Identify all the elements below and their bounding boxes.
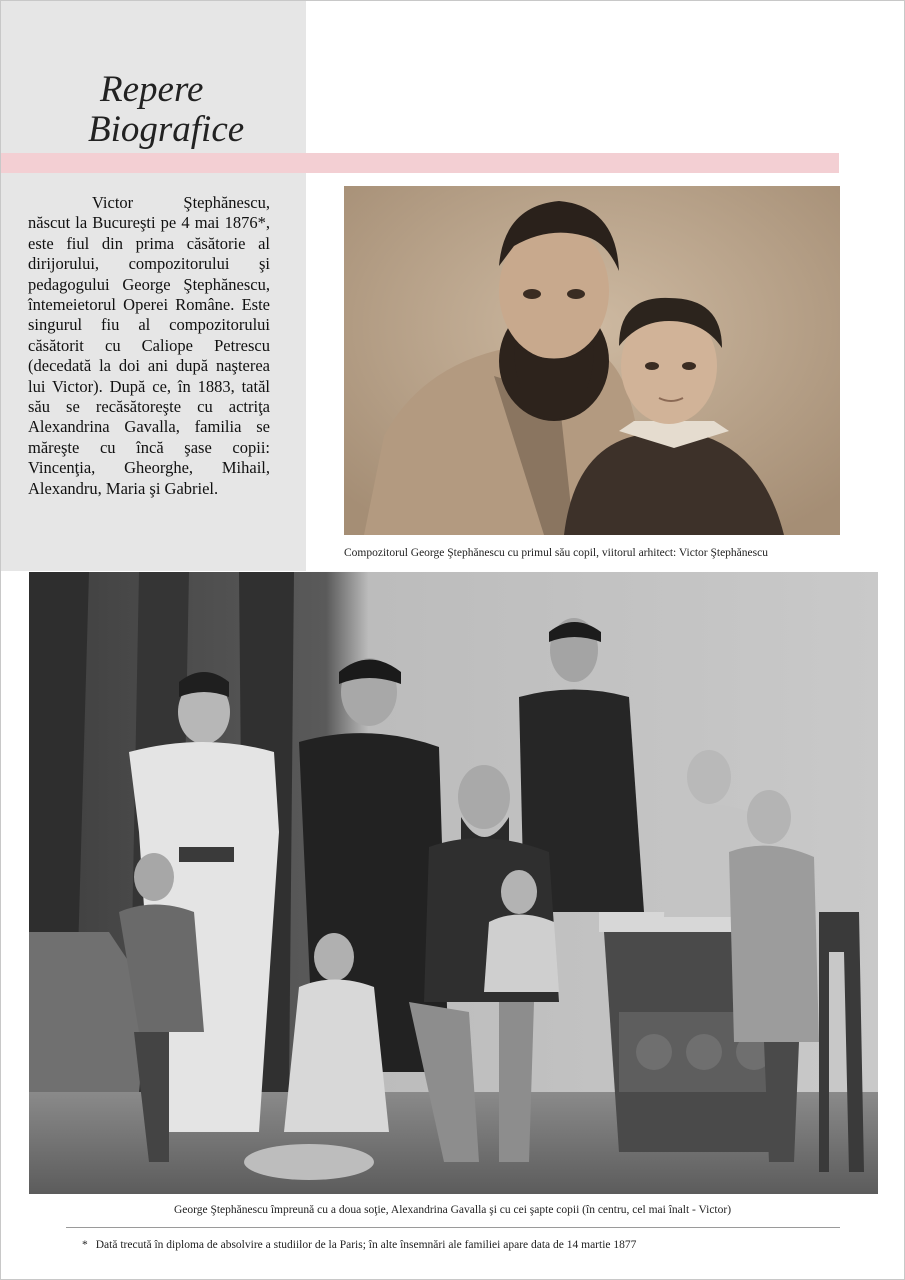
footnote-divider <box>66 1227 840 1228</box>
footnote <box>82 1239 842 1251</box>
father-son-portrait-photo <box>344 186 840 535</box>
page-title-line-2: Biografice <box>88 109 245 150</box>
family-group-photo-icon <box>29 572 878 1194</box>
accent-bar <box>1 153 839 173</box>
biography-paragraph: Victor Ştephănescu, născut la Bucureşti pe 4 mai 1876*, este fiul din prima căsătorie al dirijorului, compozitorului şi pedagogului George Ştephănescu, întemeietorul Operei Române. Este singurul fiu al compozitorului căsătorit cu Caliope Petrescu (decedată la doi ani după naşterea lui Victor). După ce, în 1883, tatăl său se recăsătoreşte cu actriţa Alexandrina Gavalla, familia se măreşte cu încă şase copii: Vincenţia, Gheorghe, Mihail, Alexandru, Maria şi Gabriel. <box>28 193 270 498</box>
portrait-caption: Compozitorul George Ştephănescu cu primul său copil, viitorul arhitect: Victor Ştephănescu <box>344 547 768 559</box>
footnote-text: Dată trecută în diploma de absolvire a studiilor de la Paris; în alte însemnări ale familiei apare data de 14 martie 1877 <box>95 1239 637 1251</box>
sepia-portrait-photo-icon <box>344 186 840 535</box>
family-group-photo <box>29 572 878 1194</box>
page-title-line-1: Repere <box>100 69 204 110</box>
family-photo-caption: George Ştephănescu împreună cu a doua soţie, Alexandrina Gavalla şi cu cei şapte copii (în centru, cel mai înalt - Victor) <box>173 1204 732 1216</box>
page-title <box>88 70 298 150</box>
footnote-asterisk: * <box>82 1239 88 1251</box>
